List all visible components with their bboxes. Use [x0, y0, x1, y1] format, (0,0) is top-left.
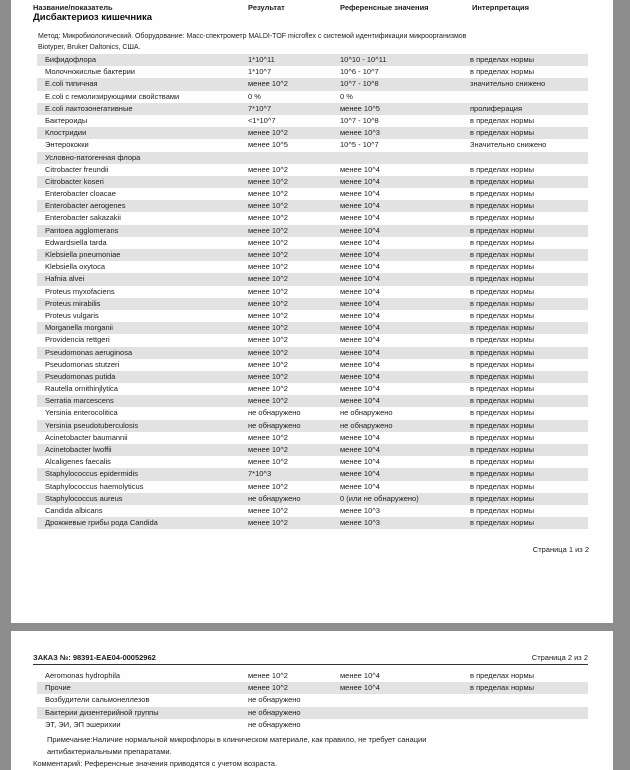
- cell-interpretation: в пределах нормы: [470, 67, 535, 77]
- table-row: [37, 432, 588, 444]
- cell-name: Providencia rettgeri: [45, 335, 110, 345]
- table-row: [37, 347, 588, 359]
- cell-name: E.coli с гемолизирующими свойствами: [45, 91, 180, 101]
- cell-result: менее 10^2: [248, 481, 288, 491]
- table-row: [37, 298, 588, 310]
- cell-name: Бактерии дизентерийной группы: [45, 707, 159, 717]
- cell-reference: менее 10^4: [340, 396, 380, 406]
- table-row: [37, 322, 588, 334]
- cell-reference: менее 10^4: [340, 225, 380, 235]
- cell-result: не обнаружено: [248, 408, 301, 418]
- cell-name: Staphylococcus haemolyticus: [45, 481, 144, 491]
- cell-reference: [340, 152, 470, 164]
- cell-result: менее 10^2: [248, 505, 288, 515]
- cell-reference: менее 10^4: [340, 359, 380, 369]
- cell-name: Возбудители сальмонеллезов: [45, 695, 150, 705]
- cell-reference: менее 10^4: [340, 671, 380, 680]
- table-row: [37, 139, 588, 151]
- cell-name: Enterobacter aerogenes: [45, 201, 126, 211]
- results-table-page2: [37, 670, 588, 731]
- cell-interpretation: в пределах нормы: [470, 298, 535, 308]
- cell-result: менее 10^2: [248, 128, 288, 138]
- cell-result: менее 10^2: [248, 250, 288, 259]
- cell-name: E.coli лактозонегативные: [45, 103, 133, 113]
- cell-reference: менее 10^4: [340, 371, 380, 381]
- cell-name: Yersinia enterocolitica: [45, 408, 118, 418]
- cell-interpretation: в пределах нормы: [470, 335, 535, 345]
- cell-name: Pseudomonas aeruginosa: [45, 347, 133, 357]
- cell-result: менее 10^2: [248, 347, 288, 357]
- table-row: [37, 54, 588, 66]
- cell-result: менее 10^2: [248, 176, 288, 186]
- cell-interpretation: в пределах нормы: [470, 189, 535, 199]
- note-line2: антибактериальными препаратами.: [47, 747, 172, 756]
- cell-reference: менее 10^4: [340, 469, 380, 479]
- cell-interpretation: в пределах нормы: [470, 262, 535, 272]
- cell-interpretation: в пределах нормы: [470, 408, 535, 418]
- cell-result: менее 10^2: [248, 671, 288, 680]
- cell-reference: [340, 694, 470, 706]
- cell-name: Proteus mirabilis: [45, 298, 101, 308]
- cell-interpretation: в пределах нормы: [470, 310, 535, 320]
- cell-reference: менее 10^4: [340, 384, 380, 394]
- cell-result: менее 10^2: [248, 396, 288, 406]
- cell-result: не обнаружено: [248, 719, 301, 729]
- cell-interpretation: в пределах нормы: [470, 274, 535, 284]
- cell-reference: 0 %: [340, 91, 353, 101]
- cell-name: Acinetobacter baumannii: [45, 432, 128, 442]
- cell-interpretation: в пределах нормы: [470, 396, 535, 406]
- cell-interpretation: в пределах нормы: [470, 481, 535, 491]
- report-page-1: [11, 0, 613, 623]
- cell-name: Klebsiella oxytoca: [45, 262, 106, 272]
- cell-result: менее 10^2: [248, 359, 288, 369]
- cell-interpretation: в пределах нормы: [470, 164, 535, 174]
- table-row: [37, 682, 588, 694]
- cell-name: Pantoea agglomerans: [45, 225, 119, 235]
- cell-name: Rautella ornithinjlytica: [45, 384, 118, 394]
- cell-result: не обнаружено: [248, 707, 301, 717]
- cell-reference: менее 10^4: [340, 250, 380, 259]
- cell-interpretation: [470, 719, 588, 731]
- cell-name: Serratia marcescens: [45, 396, 114, 406]
- report-title: Дисбактериоз кишечника: [33, 12, 152, 23]
- cell-reference: менее 10^4: [340, 164, 380, 174]
- cell-reference: менее 10^3: [340, 128, 380, 138]
- cell-name: Молочнокислые бактерии: [45, 67, 135, 77]
- cell-reference: менее 10^4: [340, 481, 380, 491]
- cell-result: менее 10^2: [248, 213, 288, 223]
- cell-interpretation: в пределах нормы: [470, 683, 535, 693]
- cell-name: Дрожжевые грибы рода Candida: [45, 518, 158, 528]
- cell-result: 0 %: [248, 91, 261, 101]
- cell-interpretation: [470, 694, 588, 706]
- cell-result: менее 10^2: [248, 384, 288, 394]
- cell-result: менее 10^2: [248, 164, 288, 174]
- table-row: [37, 505, 588, 517]
- table-row: [37, 273, 588, 285]
- cell-interpretation: в пределах нормы: [470, 347, 535, 357]
- cell-name: Клостридии: [45, 128, 87, 138]
- cell-name: Klebsiella pneumoniae: [45, 250, 121, 259]
- table-row: [37, 694, 588, 706]
- table-row: [37, 200, 588, 212]
- cell-name: Aeromonas hydrophila: [45, 671, 121, 680]
- cell-interpretation: в пределах нормы: [470, 286, 535, 296]
- cell-name: Бактероиды: [45, 115, 88, 125]
- cell-result: 7*10^7: [248, 103, 272, 113]
- cell-result: менее 10^2: [248, 237, 288, 247]
- cell-name: Enterobacter sakazakii: [45, 213, 121, 223]
- cell-interpretation: в пределах нормы: [470, 518, 535, 528]
- table-row: [37, 237, 588, 249]
- cell-result: 7*10^3: [248, 469, 272, 479]
- cell-name: Acinetobacter lwoffii: [45, 445, 112, 454]
- cell-reference: менее 10^4: [340, 189, 380, 199]
- cell-name: Enterobacter cloacae: [45, 189, 116, 199]
- cell-name: Прочие: [45, 683, 71, 693]
- cell-interpretation: в пределах нормы: [470, 359, 535, 369]
- table-row: [37, 334, 588, 346]
- table-row: [37, 164, 588, 176]
- cell-result: менее 10^2: [248, 262, 288, 272]
- cell-result: менее 10^2: [248, 457, 288, 467]
- cell-result: менее 10^2: [248, 371, 288, 381]
- cell-interpretation: в пределах нормы: [470, 493, 535, 503]
- cell-result: менее 10^2: [248, 518, 288, 528]
- cell-result: <1*10^7: [248, 115, 276, 125]
- cell-result: 1*10^7: [248, 67, 272, 77]
- cell-name: Staphylococcus epidermidis: [45, 469, 138, 479]
- cell-name: Энтерококки: [45, 140, 89, 150]
- cell-reference: менее 10^3: [340, 505, 380, 515]
- column-header-result: Результат: [248, 3, 285, 12]
- cell-reference: менее 10^4: [340, 310, 380, 320]
- cell-reference: 0 (или не обнаружено): [340, 493, 419, 503]
- cell-name: Alcaligenes faecalis: [45, 457, 111, 467]
- table-row: [37, 371, 588, 383]
- cell-result: менее 10^2: [248, 323, 288, 333]
- method-description-line1: Метод: Микробиологический. Оборудование: Масс-спектрометр MALDI-TOF microflex с системой идентификации микроорганизмов: [38, 33, 467, 40]
- table-row: [37, 707, 588, 719]
- cell-name: Staphylococcus aureus: [45, 493, 123, 503]
- cell-name: Citrobacter koseri: [45, 176, 104, 186]
- cell-reference: менее 10^3: [340, 518, 380, 528]
- cell-reference: 10^6 - 10^7: [340, 67, 379, 77]
- cell-reference: менее 10^4: [340, 201, 380, 211]
- cell-interpretation: в пределах нормы: [470, 55, 535, 64]
- cell-reference: менее 10^4: [340, 237, 380, 247]
- cell-interpretation: значительно снижено: [470, 79, 546, 89]
- cell-interpretation: в пределах нормы: [470, 128, 535, 138]
- table-row: [37, 152, 588, 164]
- cell-name: Proteus myxofaciens: [45, 286, 115, 296]
- cell-result: менее 10^2: [248, 432, 288, 442]
- cell-name: Hafnia alvei: [45, 274, 85, 284]
- cell-reference: менее 10^4: [340, 298, 380, 308]
- cell-result: не обнаружено: [248, 420, 301, 430]
- comment-line: Комментарий: Референсные значения приводятся с учетом возраста.: [33, 759, 278, 768]
- table-row: [37, 127, 588, 139]
- cell-interpretation: в пределах нормы: [470, 176, 535, 186]
- cell-reference: [340, 707, 470, 719]
- table-row: [37, 719, 588, 731]
- table-row: [37, 249, 588, 261]
- page-number-label: Страница 2 из 2: [531, 653, 588, 662]
- cell-name: Morganella morganii: [45, 323, 113, 333]
- cell-name: Candida albicans: [45, 505, 103, 515]
- cell-interpretation: в пределах нормы: [470, 237, 535, 247]
- cell-result: менее 10^2: [248, 445, 288, 454]
- cell-result: не обнаружено: [248, 493, 301, 503]
- cell-result: менее 10^2: [248, 683, 288, 693]
- cell-result: [248, 152, 340, 164]
- results-table-page1: [37, 54, 588, 529]
- cell-name: Бифидофлора: [45, 55, 96, 64]
- cell-name: Pseudomonas stutzeri: [45, 359, 120, 369]
- cell-reference: не обнаружено: [340, 408, 393, 418]
- note-line1: Примечание:Наличие нормальной микрофлоры в клиническом материале, как правило, не требует санации: [47, 735, 427, 744]
- cell-name: Proteus vulgaris: [45, 310, 99, 320]
- cell-result: менее 10^5: [248, 140, 288, 150]
- cell-interpretation: Значительно снижено: [470, 140, 547, 150]
- cell-result: менее 10^2: [248, 79, 288, 89]
- cell-interpretation: в пределах нормы: [470, 201, 535, 211]
- cell-reference: 10^10 - 10^11: [340, 55, 387, 64]
- cell-reference: 10^7 - 10^8: [340, 115, 379, 125]
- table-row: [37, 517, 588, 529]
- cell-reference: менее 10^4: [340, 335, 380, 345]
- cell-interpretation: [470, 152, 588, 164]
- cell-interpretation: в пределах нормы: [470, 420, 535, 430]
- table-row: [37, 310, 588, 322]
- table-row: [37, 212, 588, 224]
- cell-result: 1*10^11: [248, 55, 275, 64]
- cell-interpretation: в пределах нормы: [470, 505, 535, 515]
- cell-reference: 10^7 - 10^8: [340, 79, 379, 89]
- cell-result: менее 10^2: [248, 201, 288, 211]
- cell-name: Edwardsiella tarda: [45, 237, 107, 247]
- cell-interpretation: пролиферация: [470, 103, 523, 113]
- table-row: [37, 78, 588, 90]
- cell-result: не обнаружено: [248, 695, 301, 705]
- cell-interpretation: в пределах нормы: [470, 115, 535, 125]
- table-row: [37, 481, 588, 493]
- cell-result: менее 10^2: [248, 286, 288, 296]
- cell-result: менее 10^2: [248, 189, 288, 199]
- cell-name: Yersinia pseudotuberculosis: [45, 420, 139, 430]
- table-row: [37, 444, 588, 456]
- cell-interpretation: в пределах нормы: [470, 250, 535, 259]
- table-row: [37, 66, 588, 78]
- cell-interpretation: в пределах нормы: [470, 323, 535, 333]
- column-header-reference: Референсные значения: [340, 3, 429, 12]
- report-page-2: [11, 631, 613, 770]
- table-row: [37, 225, 588, 237]
- cell-interpretation: [470, 91, 588, 103]
- cell-reference: менее 10^4: [340, 683, 380, 693]
- order-number-label: ЗАКАЗ №: 98391-EAE04-00052962: [33, 653, 156, 662]
- cell-interpretation: в пределах нормы: [470, 225, 535, 235]
- cell-result: менее 10^2: [248, 274, 288, 284]
- column-header-interpretation: Интерпретация: [472, 3, 529, 12]
- cell-interpretation: в пределах нормы: [470, 457, 535, 467]
- column-header-name: Название/показатель: [33, 3, 113, 12]
- cell-name: ЭТ, ЭИ, ЭП эшерихии: [45, 719, 121, 729]
- cell-result: менее 10^2: [248, 298, 288, 308]
- cell-reference: менее 10^4: [340, 432, 380, 442]
- table-row: [37, 383, 588, 395]
- cell-name: Условно-патогенная флора: [45, 152, 141, 162]
- cell-reference: менее 10^4: [340, 262, 380, 272]
- cell-result: менее 10^2: [248, 335, 288, 345]
- cell-reference: менее 10^4: [340, 286, 380, 296]
- cell-reference: [340, 719, 470, 731]
- table-row: [37, 261, 588, 273]
- cell-interpretation: в пределах нормы: [470, 213, 535, 223]
- table-row: [37, 91, 588, 103]
- table-row: [37, 395, 588, 407]
- cell-interpretation: в пределах нормы: [470, 371, 535, 381]
- method-description-line2: Biotyper, Bruker Daltonics, США.: [38, 44, 141, 51]
- cell-interpretation: в пределах нормы: [470, 445, 535, 454]
- cell-reference: не обнаружено: [340, 420, 393, 430]
- cell-interpretation: [470, 707, 588, 719]
- table-row: [37, 176, 588, 188]
- table-row: [37, 115, 588, 127]
- cell-result: менее 10^2: [248, 225, 288, 235]
- cell-reference: менее 10^4: [340, 323, 380, 333]
- cell-interpretation: в пределах нормы: [470, 469, 535, 479]
- cell-reference: менее 10^4: [340, 445, 380, 454]
- order-header: [33, 653, 588, 665]
- table-row: [37, 103, 588, 115]
- cell-result: менее 10^2: [248, 310, 288, 320]
- cell-reference: менее 10^4: [340, 347, 380, 357]
- cell-interpretation: в пределах нормы: [470, 671, 535, 680]
- cell-reference: менее 10^4: [340, 274, 380, 284]
- cell-interpretation: в пределах нормы: [470, 384, 535, 394]
- table-row: [37, 468, 588, 480]
- table-row: [37, 493, 588, 505]
- cell-reference: менее 10^5: [340, 103, 380, 113]
- table-row: [37, 286, 588, 298]
- table-row: [37, 670, 588, 682]
- cell-name: E.coli типичная: [45, 79, 98, 89]
- cell-reference: менее 10^4: [340, 213, 380, 223]
- table-row: [37, 188, 588, 200]
- cell-reference: 10^5 - 10^7: [340, 140, 379, 150]
- page-number-label: Страница 1 из 2: [532, 545, 589, 554]
- cell-reference: менее 10^4: [340, 457, 380, 467]
- table-row: [37, 420, 588, 432]
- cell-name: Pseudomonas putida: [45, 371, 116, 381]
- cell-reference: менее 10^4: [340, 176, 380, 186]
- table-row: [37, 456, 588, 468]
- cell-interpretation: в пределах нормы: [470, 432, 535, 442]
- table-row: [37, 407, 588, 419]
- table-row: [37, 359, 588, 371]
- cell-name: Citrobacter freundii: [45, 164, 109, 174]
